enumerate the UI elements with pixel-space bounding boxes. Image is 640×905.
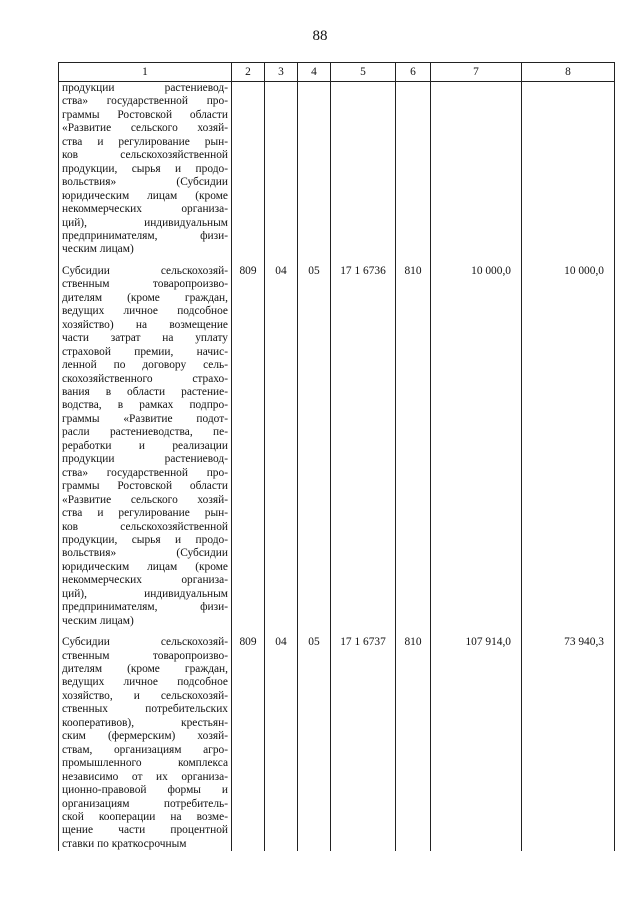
description-line: юридическим лицам (кроме	[62, 560, 228, 573]
row-description	[59, 82, 232, 257]
amount-executed: 10 000,0	[522, 257, 615, 628]
description-line: ций), индивидуальным	[62, 587, 228, 600]
page-number: 88	[312, 28, 328, 44]
description-line: ственных потребительских	[62, 703, 228, 716]
amount-plan	[431, 82, 522, 257]
description-line: ков сельскохозяйственной	[62, 149, 228, 162]
description-line: части затрат на уплату	[62, 332, 228, 345]
description-line: расли растениеводства, пе-	[62, 426, 228, 439]
description-line: независимо от их организа-	[62, 770, 228, 783]
subsection-code: 05	[298, 257, 331, 628]
description-line: ской кооперации на возме-	[62, 811, 228, 824]
amount-executed: 73 940,3	[522, 628, 615, 851]
description-line: предпринимателям, физи-	[62, 229, 228, 242]
header-col-8: 8	[522, 63, 615, 82]
description-line: ций), индивидуальным	[62, 216, 228, 229]
description-line: ственным товаропроизво-	[62, 649, 228, 662]
description-line: продукции растениевод-	[62, 82, 228, 94]
subsection-code: 05	[298, 628, 331, 851]
table-body	[59, 82, 615, 852]
section-code: 04	[265, 257, 298, 628]
description-line: вольствия» (Субсидии	[62, 176, 228, 189]
ministry-code: 809	[232, 628, 265, 851]
description-line: «Развитие сельского хозяй-	[62, 122, 228, 135]
description-line: ческим лицам)	[62, 243, 134, 256]
description-line: реработки и реализации	[62, 439, 228, 452]
header-col-1: 1	[59, 63, 232, 82]
description-line: ставки по краткосрочным	[62, 837, 187, 850]
row-description	[59, 257, 232, 628]
description-line: Субсидии сельскохозяй-	[62, 264, 228, 277]
description-line: ства и регулирование рын-	[62, 135, 228, 148]
expense-type-code: 810	[396, 257, 431, 628]
description-line: ведущих личное подсобное	[62, 305, 228, 318]
description-line: продукции растениевод-	[62, 453, 228, 466]
expense-type-code	[396, 82, 431, 257]
description-line: юридическим лицам (кроме	[62, 189, 228, 202]
description-line: промышленного комплекса	[62, 757, 228, 770]
section-code	[265, 82, 298, 257]
description-line: некоммерческих организа-	[62, 203, 228, 216]
description-line: предпринимателям, физи-	[62, 601, 228, 614]
header-col-7: 7	[431, 63, 522, 82]
description-line: граммы Ростовской области	[62, 480, 228, 493]
subsection-code	[298, 82, 331, 257]
description-line: вания в области растение-	[62, 385, 228, 398]
description-line: граммы «Развитие подот-	[62, 412, 228, 425]
description-line: некоммерческих организа-	[62, 574, 228, 587]
description-line: «Развитие сельского хозяй-	[62, 493, 228, 506]
header-col-3: 3	[265, 63, 298, 82]
description-line: хозяйство, и сельскохозяй-	[62, 689, 228, 702]
description-line: ленной по договору сель-	[62, 359, 228, 372]
description-line: ства» государственной про-	[62, 95, 228, 108]
description-line: водства, в рамках подпро-	[62, 399, 228, 412]
ministry-code: 809	[232, 257, 265, 628]
description-line: продукции, сырья и продо-	[62, 533, 228, 546]
header-col-6: 6	[396, 63, 431, 82]
amount-executed	[522, 82, 615, 257]
description-line: ков сельскохозяйственной	[62, 520, 228, 533]
description-line: граммы Ростовской области	[62, 108, 228, 121]
header-col-5: 5	[331, 63, 396, 82]
description-line: ственным товаропроизво-	[62, 278, 228, 291]
amount-plan: 107 914,0	[431, 628, 522, 851]
amount-plan: 10 000,0	[431, 257, 522, 628]
target-article-code: 17 1 6737	[331, 628, 396, 851]
description-line: дителям (кроме граждан,	[62, 663, 228, 676]
description-line: ческим лицам)	[62, 614, 134, 627]
ministry-code	[232, 82, 265, 257]
header-row	[59, 63, 615, 82]
target-article-code: 17 1 6736	[331, 257, 396, 628]
description-line: организациям потребитель-	[62, 797, 228, 810]
expense-type-code: 810	[396, 628, 431, 851]
budget-table	[58, 62, 615, 851]
description-line: страховой премии, начис-	[62, 345, 228, 358]
description-line: скохозяйственного страхо-	[62, 372, 228, 385]
description-line: ским (фермерским) хозяй-	[62, 730, 228, 743]
header-col-2: 2	[232, 63, 265, 82]
description-line: дителям (кроме граждан,	[62, 291, 228, 304]
description-line: ционно-правовой формы и	[62, 784, 228, 797]
description-line: ства» государственной про-	[62, 466, 228, 479]
description-line: кооперативов), крестьян-	[62, 716, 228, 729]
description-line: ствам, организациям агро-	[62, 743, 228, 756]
table-row	[59, 257, 615, 628]
header-col-4: 4	[298, 63, 331, 82]
description-line: продукции, сырья и продо-	[62, 162, 228, 175]
description-line: ведущих личное подсобное	[62, 676, 228, 689]
row-description	[59, 628, 232, 851]
description-line: вольствия» (Субсидии	[62, 547, 228, 560]
table-row	[59, 82, 615, 257]
description-line: хозяйство) на возмещение	[62, 318, 228, 331]
description-line: ства и регулирование рын-	[62, 507, 228, 520]
description-line: щение части процентной	[62, 824, 228, 837]
target-article-code	[331, 82, 396, 257]
description-line: Субсидии сельскохозяй-	[62, 636, 228, 649]
table-row	[59, 628, 615, 851]
section-code: 04	[265, 628, 298, 851]
